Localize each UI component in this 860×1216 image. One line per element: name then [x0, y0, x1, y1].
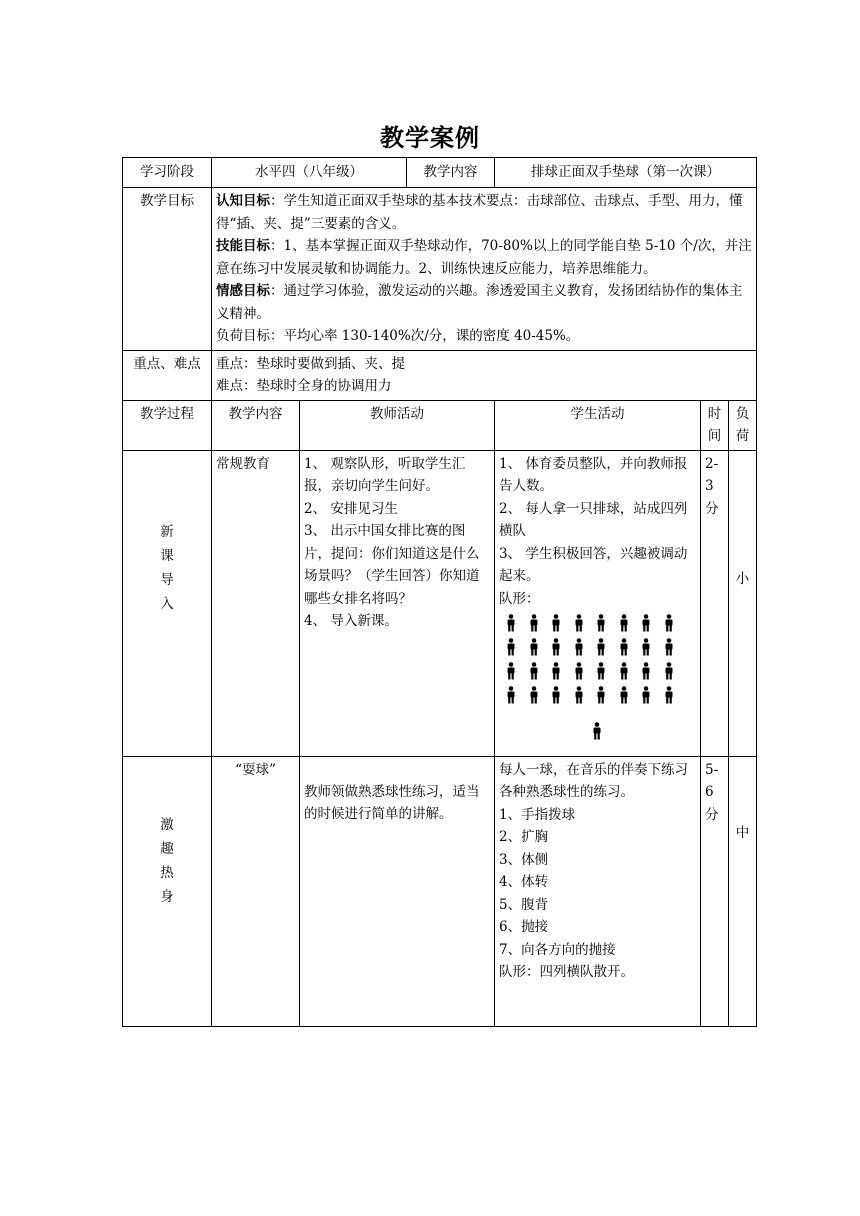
- student-step: 队形：四列横队散开。: [499, 964, 634, 980]
- page-title: 教学案例: [380, 124, 480, 152]
- section1-stage-char: 课: [160, 548, 174, 564]
- objectives-label: 教学目标: [123, 188, 212, 351]
- content-label: 教学内容: [407, 158, 495, 188]
- student-figure-icon: [640, 662, 652, 680]
- student-figure-icon: [505, 638, 517, 656]
- teacher-step: 2、 安排见习生: [304, 500, 398, 517]
- student-figure-icon: [663, 662, 675, 680]
- emotion-objective: [216, 280, 752, 325]
- key-point: 重点：垫球时要做到插、夹、提: [216, 355, 405, 372]
- student-figure-icon: [573, 614, 585, 632]
- teacher-activity-header: 教师活动: [300, 400, 495, 450]
- section1-load: [729, 450, 757, 756]
- student-step: 3、 学生积极回答，兴趣被调动起来。: [499, 545, 688, 584]
- skill-label: 技能目标: [216, 238, 270, 254]
- student-figure-icon: [550, 686, 562, 704]
- section2-student: [495, 756, 701, 1026]
- student-figure-icon: [550, 662, 562, 680]
- student-step: 1、 体育委员整队，并向教师报告人数。: [499, 455, 688, 494]
- student-step: 3、体侧: [499, 851, 549, 868]
- student-figure-icon: [573, 662, 585, 680]
- section1-time: 2-3 分: [701, 450, 729, 756]
- student-figure-icon: [640, 614, 652, 632]
- section2-content: “耍球”: [212, 756, 300, 1026]
- key-points-cell: [212, 350, 757, 400]
- process-header: 教学过程: [123, 400, 212, 450]
- section1-teacher: [300, 450, 495, 756]
- student-step: 2、扩胸: [499, 829, 549, 845]
- section2-time: 5-6 分: [701, 756, 729, 1026]
- student-figure-icon: [595, 638, 607, 656]
- formation-label: 队形：: [499, 590, 540, 607]
- section2-stage: [123, 756, 212, 1026]
- time-header: [701, 400, 729, 450]
- student-figure-icon: [640, 686, 652, 704]
- load-header-1: 负: [735, 405, 750, 422]
- teacher-figure-icon: [591, 722, 603, 740]
- student-figure-icon: [595, 614, 607, 632]
- section2-load: [729, 756, 757, 1026]
- student-step: 2、 每人拿一只排球，站成四列横队: [499, 500, 688, 539]
- student-figure-icon: [505, 686, 517, 704]
- student-activity-header: 学生活动: [495, 400, 701, 450]
- emotion-label: 情感目标: [216, 283, 270, 299]
- section2-stage-char: 热: [160, 865, 174, 881]
- section1-stage-char: 导: [160, 572, 174, 588]
- skill-text: ：1、基本掌握正面双手垫球动作，70-80%以上的同学能自垫 5-10 个/次，并注意在练习中发展灵敏和协调能力。2、训练快速反应能力，培养思维能力。: [216, 238, 752, 277]
- objectives-cell: [212, 188, 757, 351]
- time-header-2: 间: [707, 428, 722, 444]
- section2-teacher-text: 教师领做熟悉球性练习，适当的时候进行简单的讲解。: [304, 783, 480, 822]
- student-figure-icon: [528, 686, 540, 704]
- content-value: 排球正面双手垫球（第一次课）: [495, 158, 757, 188]
- student-figure-icon: [505, 662, 517, 680]
- student-step: 6、抛接: [499, 919, 549, 935]
- teacher-step: 4、 导入新课。: [304, 613, 398, 629]
- key-points-label: 重点、难点: [123, 350, 212, 400]
- section2-stage-char: 激: [160, 817, 174, 833]
- section1-student: [495, 450, 701, 756]
- section1-stage-char: 入: [160, 596, 174, 612]
- section2-load-value: 中: [735, 824, 750, 841]
- student-step: 1、手指拨球: [499, 806, 576, 823]
- load-header: [729, 400, 757, 450]
- student-step: 4、体转: [499, 874, 549, 890]
- time-header-1: 时: [707, 405, 722, 422]
- student-figure-icon: [618, 638, 630, 656]
- student-figure-icon: [663, 638, 675, 656]
- section2-stage-char: 趣: [160, 841, 174, 857]
- student-step: 每人一球，在音乐的伴奏下练习各种熟悉球性的练习。: [499, 761, 688, 800]
- formation-diagram: [499, 614, 669, 744]
- skill-objective: [216, 235, 752, 280]
- student-figure-icon: [528, 638, 540, 656]
- section1-content: 常规教育: [212, 450, 300, 756]
- student-figure-icon: [550, 614, 562, 632]
- teacher-step: 1、 观察队形，听取学生汇报，亲切向学生问好。: [304, 455, 466, 494]
- student-figure-icon: [505, 614, 517, 632]
- student-figure-icon: [528, 662, 540, 680]
- cognitive-label: 认知目标: [216, 193, 270, 209]
- section2-teacher: [300, 756, 495, 1026]
- student-figure-icon: [595, 662, 607, 680]
- student-figure-icon: [550, 638, 562, 656]
- student-figure-icon: [663, 686, 675, 704]
- student-figure-icon: [618, 686, 630, 704]
- student-figure-icon: [618, 614, 630, 632]
- content-header: 教学内容: [212, 400, 300, 450]
- student-step: 7、向各方向的抛接: [499, 941, 616, 958]
- stage-label: 学习阶段: [123, 158, 212, 188]
- load-objective: 负荷目标：平均心率 130-140%次/分，课的密度 40-45%。: [216, 328, 580, 344]
- section2-stage-char: 身: [160, 889, 174, 905]
- student-step: 5、腹背: [499, 896, 549, 913]
- section1-stage: [123, 450, 212, 756]
- student-figure-icon: [618, 662, 630, 680]
- load-header-2: 荷: [735, 428, 750, 444]
- cognitive-objective: [216, 190, 752, 235]
- student-figure-icon: [573, 686, 585, 704]
- student-figure-icon: [573, 638, 585, 656]
- stage-value: 水平四（八年级）: [212, 158, 407, 188]
- student-figure-icon: [663, 614, 675, 632]
- student-figure-icon: [528, 614, 540, 632]
- student-figure-icon: [595, 686, 607, 704]
- emotion-text: ：通过学习体验，激发运动的兴趣。渗透爱国主义教育，发扬团结协作的集体主义精神。: [216, 283, 743, 322]
- section1-stage-char: 新: [160, 524, 174, 540]
- difficult-point: 难点：垫球时全身的协调用力: [216, 378, 392, 394]
- section1-load-value: 小: [735, 570, 750, 587]
- teacher-step: 3、 出示中国女排比赛的图片，提问：你们知道这是什么场景吗？（学生回答）你知道哪些女排名将吗？: [304, 523, 480, 607]
- lesson-plan-table: [122, 157, 757, 1027]
- cognitive-text: ：学生知道正面双手垫球的基本技术要点：击球部位、击球点、手型、用力，懂得“插、夹、提”三要素的含义。: [216, 193, 743, 232]
- student-figure-icon: [640, 638, 652, 656]
